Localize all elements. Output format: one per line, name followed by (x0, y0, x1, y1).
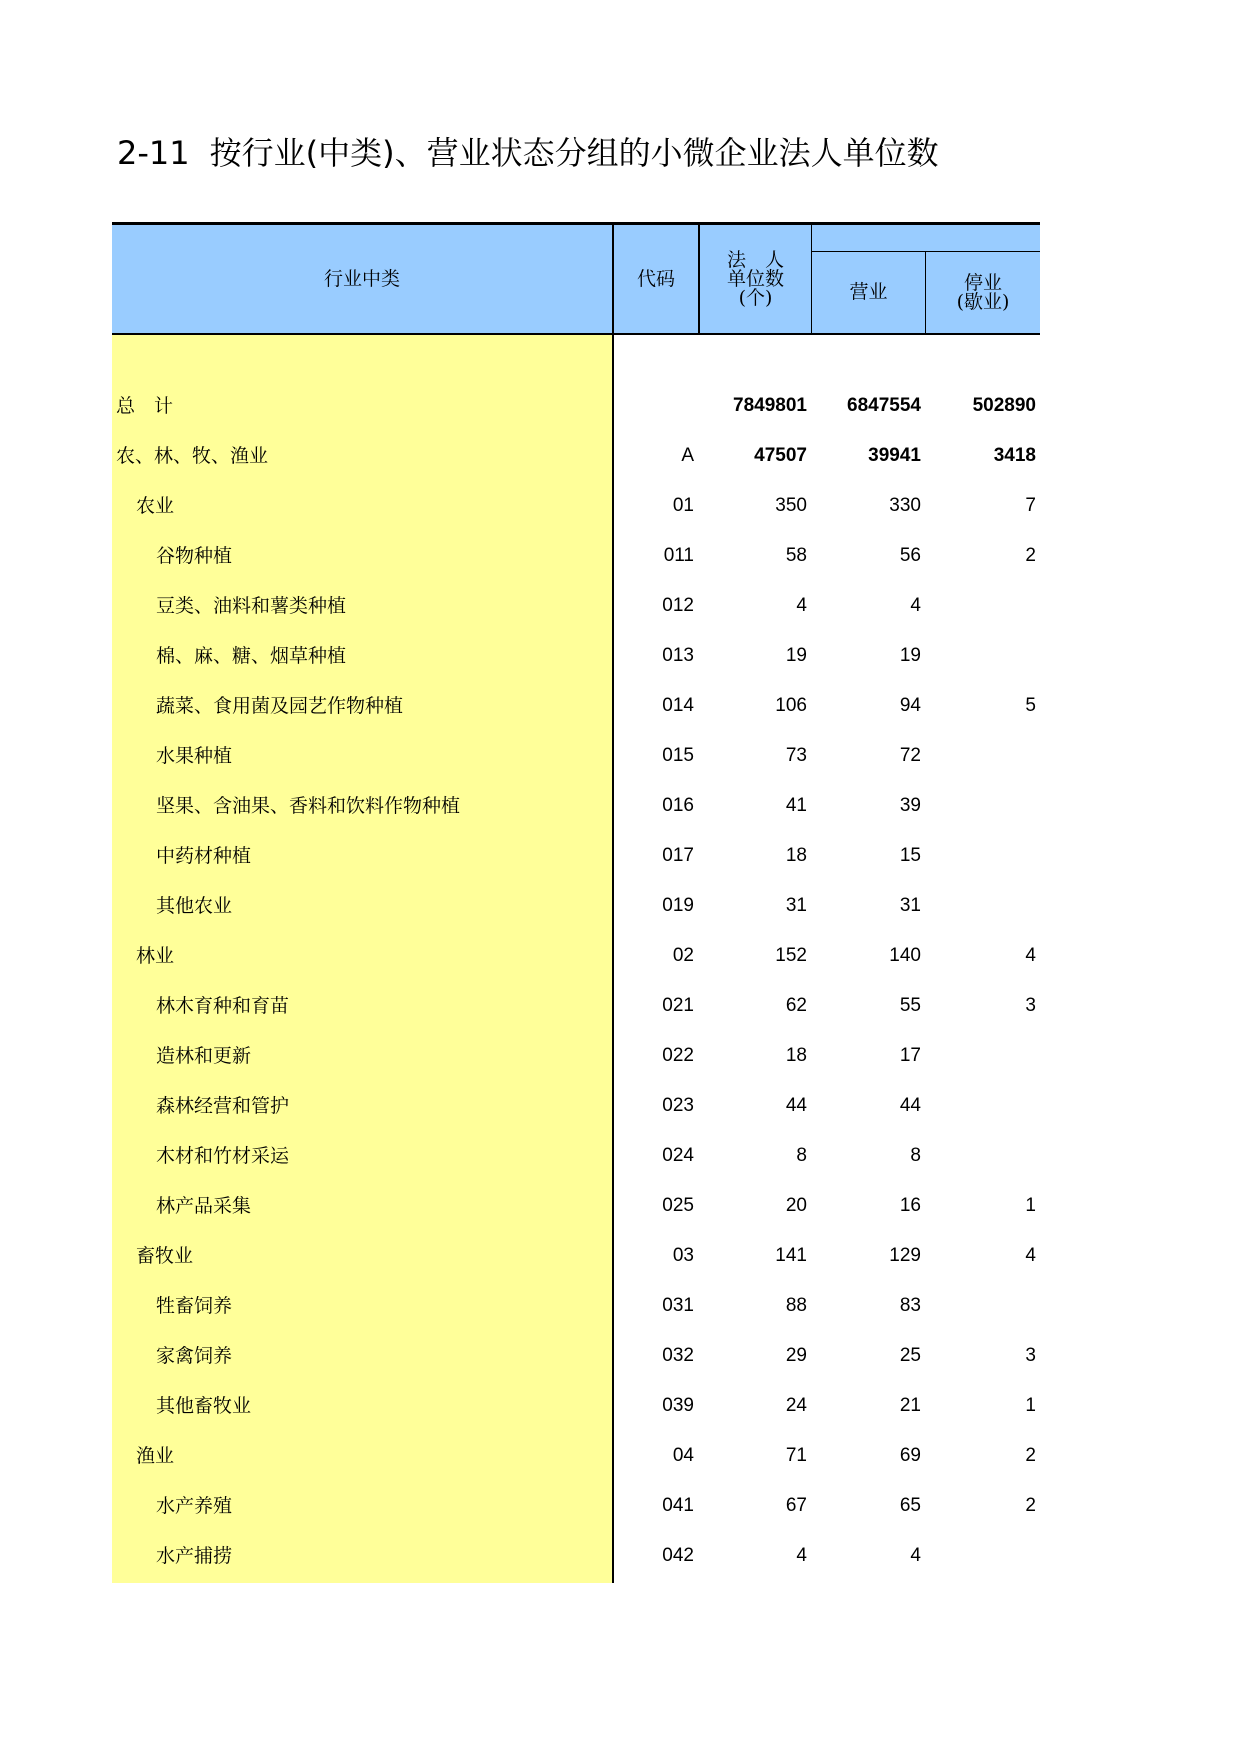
table-row (112, 1131, 1040, 1181)
header-code (614, 225, 700, 333)
row-total: 152 (775, 945, 807, 966)
table-row (112, 1381, 1040, 1431)
row-operating: 44 (899, 1095, 921, 1116)
table-row (112, 681, 1040, 731)
row-industry-name: 坚果、含油果、香料和饮料作物种植 (156, 795, 461, 817)
row-industry-name: 谷物种植 (156, 545, 233, 567)
row-operating: 4 (910, 595, 921, 616)
header-total (700, 225, 812, 333)
row-operating: 140 (889, 945, 921, 966)
row-code: 01 (672, 495, 694, 516)
table-body (112, 335, 1040, 1583)
row-industry-name: 牲畜饲养 (156, 1295, 233, 1317)
row-code: 02 (672, 945, 694, 966)
row-operating: 55 (899, 995, 921, 1016)
row-total: 4 (796, 595, 807, 616)
header-operating-label: 营业 (849, 281, 888, 303)
row-industry-name: 豆类、油料和薯类种植 (156, 595, 347, 617)
row-industry-name: 农、林、牧、渔业 (116, 445, 269, 467)
row-industry-name: 畜牧业 (136, 1245, 194, 1267)
row-industry-name: 家禽饲养 (156, 1345, 233, 1367)
row-industry-name: 造林和更新 (156, 1045, 252, 1067)
table-row (112, 1081, 1040, 1131)
row-code: 023 (662, 1095, 694, 1116)
row-industry-name: 农业 (136, 495, 175, 517)
row-operating: 94 (899, 695, 921, 716)
row-industry-name: 其他畜牧业 (156, 1395, 252, 1417)
table-row (112, 1481, 1040, 1531)
row-suspended: 2 (1025, 1445, 1036, 1466)
row-code: 017 (662, 845, 694, 866)
table-row (112, 1231, 1040, 1281)
header-suspended-line2: (歇业) (956, 290, 1010, 313)
row-code: 019 (662, 895, 694, 916)
table-number: 2-11 (117, 134, 190, 172)
row-operating: 330 (889, 495, 921, 516)
table-rows (112, 381, 1040, 1581)
row-total: 58 (785, 545, 807, 566)
row-industry-name: 水产养殖 (156, 1495, 233, 1517)
row-total: 350 (775, 495, 807, 516)
row-code: A (681, 445, 694, 466)
row-total: 41 (785, 795, 807, 816)
header-total-line2: 单位数 (726, 267, 784, 290)
row-total: 20 (785, 1195, 807, 1216)
row-industry-name: 中药材种植 (156, 845, 252, 867)
row-industry-name: 林木育种和育苗 (156, 995, 290, 1017)
row-operating: 83 (899, 1295, 921, 1316)
data-table (112, 222, 1040, 1583)
row-suspended (926, 1031, 1036, 1081)
row-code: 03 (672, 1245, 694, 1266)
row-operating: 39941 (868, 445, 921, 466)
header-industry-label: 行业中类 (323, 267, 400, 290)
table-row (112, 581, 1040, 631)
row-total: 31 (785, 895, 807, 916)
row-suspended: 4 (1025, 1245, 1036, 1266)
table-row (112, 481, 1040, 531)
header-suspended (926, 252, 1040, 333)
table-row (112, 881, 1040, 931)
row-code: 039 (662, 1395, 694, 1416)
table-row (112, 981, 1040, 1031)
row-suspended: 3 (1025, 1345, 1036, 1366)
row-code: 025 (662, 1195, 694, 1216)
table-header (112, 222, 1040, 335)
row-code: 011 (663, 545, 694, 566)
row-total: 18 (785, 845, 807, 866)
table-row (112, 1281, 1040, 1331)
header-industry (112, 225, 614, 333)
row-industry-name: 林业 (136, 945, 175, 967)
header-suspended-line1: 停业 (963, 271, 1002, 294)
table-row (112, 1531, 1040, 1581)
row-total: 106 (775, 695, 807, 716)
row-total: 44 (785, 1095, 807, 1116)
row-code: 014 (662, 695, 694, 716)
table-row (112, 1331, 1040, 1381)
row-industry-name: 水产捕捞 (156, 1545, 233, 1567)
row-operating: 21 (899, 1395, 921, 1416)
row-code: 024 (662, 1145, 694, 1166)
row-suspended: 2 (1025, 1495, 1036, 1516)
row-suspended (926, 1081, 1036, 1131)
row-industry-name: 木材和竹材采运 (156, 1145, 290, 1167)
row-total: 4 (796, 1545, 807, 1566)
row-suspended (926, 781, 1036, 831)
page-title (117, 128, 939, 174)
row-code: 042 (662, 1545, 694, 1566)
row-code: 041 (662, 1495, 694, 1516)
row-operating: 65 (899, 1495, 921, 1516)
row-operating: 72 (899, 745, 921, 766)
row-suspended: 2 (1025, 545, 1036, 566)
table-row (112, 381, 1040, 431)
row-operating: 19 (899, 645, 921, 666)
row-suspended (926, 731, 1036, 781)
row-total: 29 (785, 1345, 807, 1366)
table-row (112, 831, 1040, 881)
table-row (112, 931, 1040, 981)
header-operating (812, 252, 926, 333)
row-code: 022 (662, 1045, 694, 1066)
row-total: 19 (785, 645, 807, 666)
row-suspended (926, 1531, 1036, 1581)
table-row (112, 531, 1040, 581)
row-code: 013 (662, 645, 694, 666)
row-total: 24 (785, 1395, 807, 1416)
row-operating: 25 (899, 1345, 921, 1366)
row-suspended (926, 581, 1036, 631)
row-total: 141 (775, 1245, 807, 1266)
table-title-text: 按行业(中类)、营业状态分组的小微企业法人单位数 (209, 134, 939, 172)
row-suspended: 3 (1025, 995, 1036, 1016)
row-suspended (926, 831, 1036, 881)
row-operating: 15 (899, 845, 921, 866)
row-suspended: 5 (1025, 695, 1036, 716)
row-total: 8 (796, 1145, 807, 1166)
row-operating: 16 (899, 1195, 921, 1216)
row-suspended (926, 1131, 1036, 1181)
row-industry-name: 棉、麻、糖、烟草种植 (156, 645, 347, 667)
row-industry-name: 水果种植 (156, 745, 233, 767)
row-suspended: 7 (1025, 495, 1036, 516)
row-suspended: 3418 (993, 445, 1036, 466)
table-row (112, 781, 1040, 831)
table-row (112, 1431, 1040, 1481)
row-operating: 8 (910, 1145, 921, 1166)
row-suspended: 502890 (972, 395, 1036, 416)
row-total: 18 (785, 1045, 807, 1066)
row-code (614, 381, 694, 431)
row-total: 73 (785, 745, 807, 766)
row-total: 47507 (754, 445, 807, 466)
row-suspended: 1 (1025, 1195, 1036, 1216)
row-operating: 31 (899, 895, 921, 916)
row-suspended (926, 1281, 1036, 1331)
row-industry-name: 总 计 (116, 395, 174, 417)
table-row (112, 1181, 1040, 1231)
row-suspended: 1 (1025, 1395, 1036, 1416)
row-industry-name: 渔业 (136, 1445, 175, 1467)
row-operating: 56 (899, 545, 921, 566)
row-code: 021 (662, 995, 694, 1016)
row-total: 7849801 (733, 395, 807, 416)
row-code: 04 (672, 1445, 694, 1466)
header-total-line3: (个) (738, 286, 773, 309)
header-total-line1: 法 人 (726, 248, 784, 271)
row-operating: 17 (899, 1045, 921, 1066)
table-row (112, 431, 1040, 481)
table-row (112, 631, 1040, 681)
row-suspended (926, 881, 1036, 931)
header-code-label: 代码 (636, 267, 675, 290)
row-total: 62 (785, 995, 807, 1016)
row-total: 67 (785, 1495, 807, 1516)
row-industry-name: 蔬菜、食用菌及园艺作物种植 (156, 695, 404, 717)
row-total: 88 (785, 1295, 807, 1316)
table-row (112, 731, 1040, 781)
row-code: 012 (662, 595, 694, 616)
row-code: 032 (662, 1345, 694, 1366)
table-row (112, 1031, 1040, 1081)
row-operating: 6847554 (847, 395, 921, 416)
row-code: 015 (662, 745, 694, 766)
row-code: 016 (662, 795, 694, 816)
row-suspended: 4 (1025, 945, 1036, 966)
row-total: 71 (785, 1445, 807, 1466)
row-industry-name: 森林经营和管护 (156, 1095, 290, 1117)
row-industry-name: 林产品采集 (156, 1195, 252, 1217)
row-suspended (926, 631, 1036, 681)
row-operating: 129 (889, 1245, 921, 1266)
row-code: 031 (662, 1295, 694, 1316)
row-operating: 39 (899, 795, 921, 816)
row-industry-name: 其他农业 (156, 895, 233, 917)
row-operating: 4 (910, 1545, 921, 1566)
row-operating: 69 (899, 1445, 921, 1466)
